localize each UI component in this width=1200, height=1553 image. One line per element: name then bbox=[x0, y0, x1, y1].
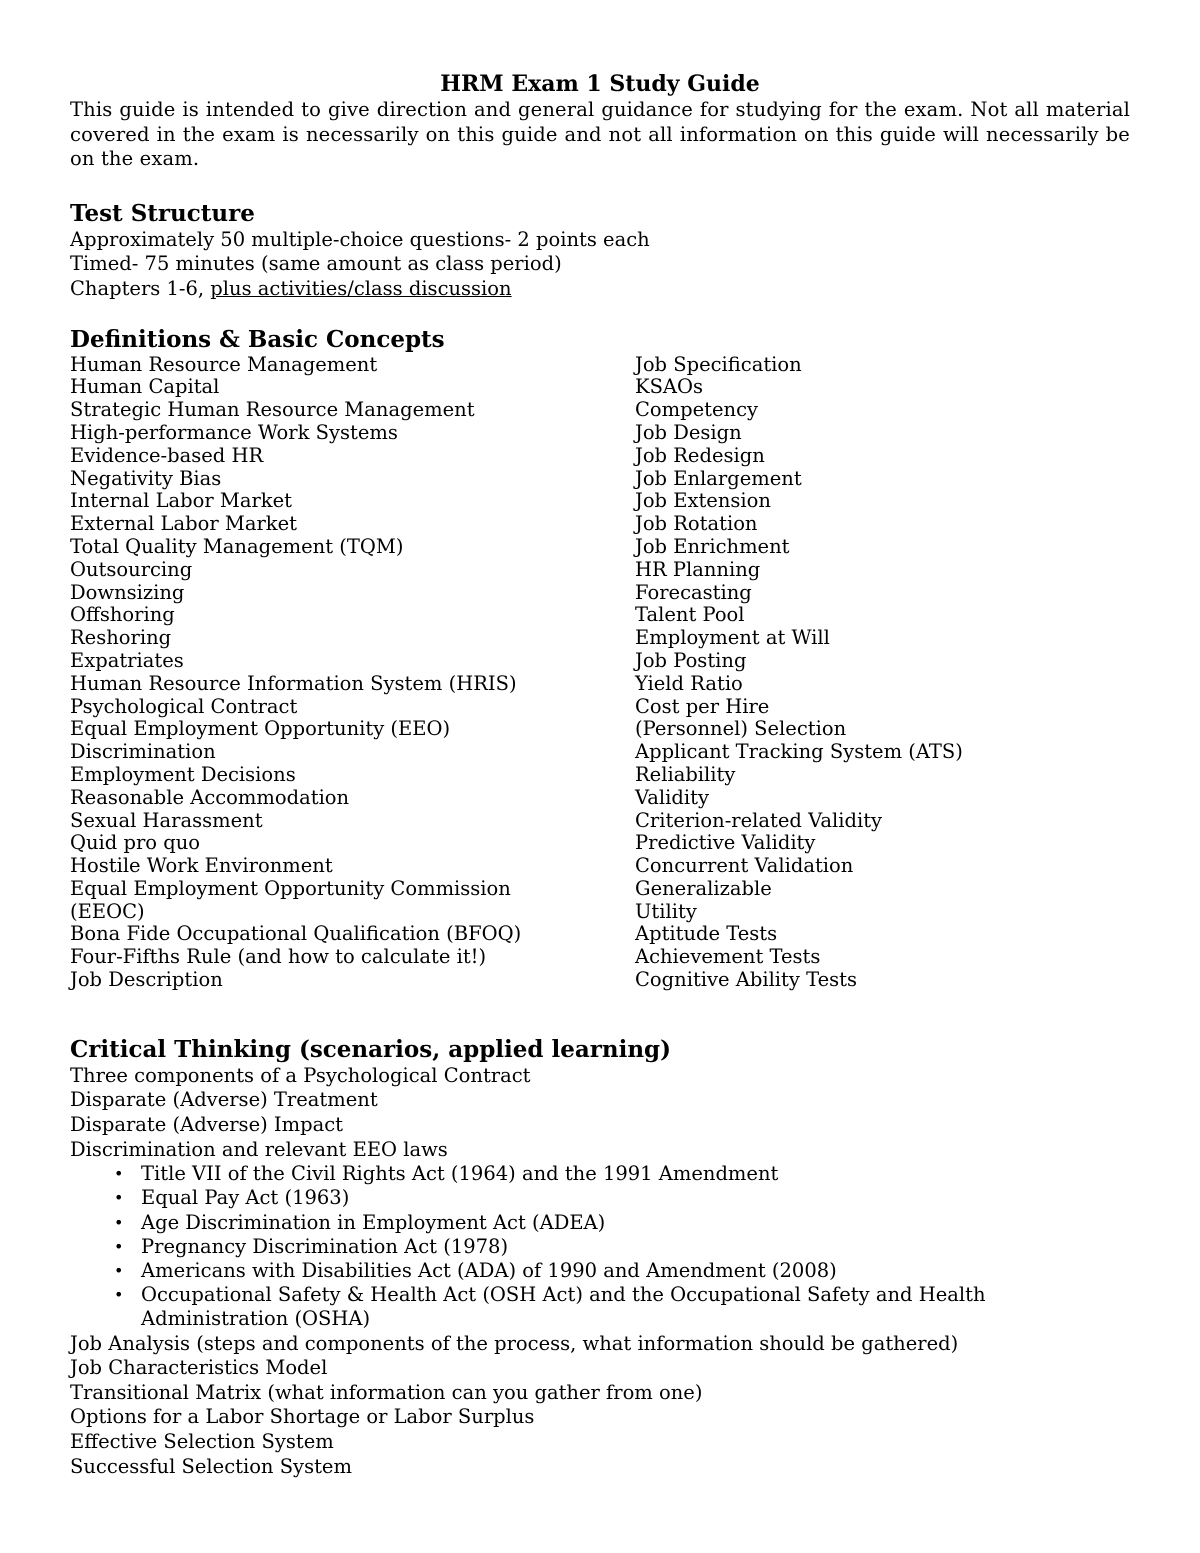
definitions-section bbox=[70, 326, 1130, 992]
definition-term: Job Description bbox=[70, 968, 223, 992]
definition-term: (EEOC) bbox=[70, 899, 145, 923]
eeo-law-item bbox=[70, 1235, 1130, 1259]
critical-thinking-item: Discrimination and relevant EEO laws bbox=[70, 1137, 448, 1161]
definition-term: Negativity Bias bbox=[70, 466, 222, 490]
definition-term: Validity bbox=[635, 785, 709, 809]
critical-thinking-item: Job Characteristics Model bbox=[70, 1356, 328, 1380]
definition-term: Competency bbox=[635, 398, 759, 422]
critical-thinking-item: Disparate (Adverse) Impact bbox=[70, 1113, 343, 1137]
definition-term: Quid pro quo bbox=[70, 831, 200, 855]
critical-thinking-item: Disparate (Adverse) Treatment bbox=[70, 1088, 378, 1112]
definition-term: Achievement Tests bbox=[635, 945, 821, 969]
definition-term: Yield Ratio bbox=[635, 671, 743, 695]
test-structure-section bbox=[70, 200, 1130, 302]
eeo-law-text: Occupational Safety & Health Act (OSH Act) and the Occupational Safety and Health Administration (OSHA) bbox=[141, 1283, 986, 1331]
definitions-right-column bbox=[635, 354, 1130, 992]
definition-term: Strategic Human Resource Management bbox=[70, 398, 475, 422]
definition-term: Equal Employment Opportunity (EEO) bbox=[70, 717, 451, 741]
test-structure-line-timed: Timed- 75 minutes (same amount as class period) bbox=[70, 252, 562, 276]
critical-thinking-item: Job Analysis (steps and components of the process, what information should be gathered) bbox=[70, 1331, 959, 1355]
spacer bbox=[70, 172, 1130, 200]
critical-thinking-items-before bbox=[70, 1064, 1130, 1162]
eeo-law-text: Title VII of the Civil Rights Act (1964) and the 1991 Amendment bbox=[141, 1162, 779, 1186]
definition-term: External Labor Market bbox=[70, 512, 297, 536]
definition-term: Job Enlargement bbox=[635, 466, 802, 490]
definition-term: Job Redesign bbox=[635, 443, 765, 467]
definition-term: Sexual Harassment bbox=[70, 808, 263, 832]
definition-term: Reasonable Accommodation bbox=[70, 785, 350, 809]
definition-term: Reshoring bbox=[70, 626, 172, 650]
bullet-icon: • bbox=[114, 1285, 124, 1305]
definition-term: Reliability bbox=[635, 762, 736, 786]
critical-thinking-heading: Critical Thinking (scenarios, applied learning) bbox=[70, 1035, 672, 1063]
definition-term: (Personnel) Selection bbox=[635, 717, 847, 741]
definition-term: Total Quality Management (TQM) bbox=[70, 534, 404, 558]
eeo-law-text: Age Discrimination in Employment Act (ADEA) bbox=[141, 1210, 606, 1234]
definition-term: Job Rotation bbox=[635, 512, 758, 536]
critical-thinking-item: Transitional Matrix (what information can you gather from one) bbox=[70, 1380, 703, 1404]
eeo-laws-list bbox=[70, 1162, 1130, 1331]
bullet-icon: • bbox=[114, 1164, 124, 1184]
eeo-law-text: Pregnancy Discrimination Act (1978) bbox=[141, 1234, 509, 1258]
definition-term: Job Extension bbox=[635, 489, 771, 513]
definition-term: Four-Fifths Rule (and how to calculate it!) bbox=[70, 945, 487, 969]
definitions-columns bbox=[70, 354, 1130, 992]
eeo-law-item bbox=[70, 1186, 1130, 1210]
bullet-icon: • bbox=[114, 1236, 124, 1256]
definition-term: Generalizable bbox=[635, 876, 772, 900]
study-guide-page bbox=[70, 70, 1130, 1479]
definition-term: Job Design bbox=[635, 420, 742, 444]
definition-term: Outsourcing bbox=[70, 557, 193, 581]
definition-term: Employment Decisions bbox=[70, 762, 296, 786]
eeo-law-item bbox=[70, 1283, 1130, 1331]
definition-term: KSAOs bbox=[635, 375, 704, 399]
eeo-law-text: Americans with Disabilities Act (ADA) of 1990 and Amendment (2008) bbox=[141, 1259, 837, 1283]
definition-term: Equal Employment Opportunity Commission bbox=[70, 876, 511, 900]
definition-term: Expatriates bbox=[70, 648, 184, 672]
eeo-law-item bbox=[70, 1162, 1130, 1186]
spacer bbox=[70, 992, 1130, 1036]
definition-term: Criterion-related Validity bbox=[635, 808, 883, 832]
definition-term: Human Resource Information System (HRIS) bbox=[70, 671, 517, 695]
definitions-left-column bbox=[70, 354, 635, 992]
definition-term: Cognitive Ability Tests bbox=[635, 968, 857, 992]
eeo-law-text: Equal Pay Act (1963) bbox=[141, 1186, 350, 1210]
eeo-law-item bbox=[70, 1259, 1130, 1283]
definition-term: Job Posting bbox=[635, 648, 747, 672]
definition-term: Job Enrichment bbox=[635, 534, 790, 558]
intro-paragraph: This guide is intended to give direction and general guidance for studying for the exam. Not all material covered in the exam is necessarily on this guide and not all information on this guide will necessarily be on the exam. bbox=[70, 98, 1130, 171]
definition-term: Downsizing bbox=[70, 580, 185, 604]
critical-thinking-item: Three components of a Psychological Contract bbox=[70, 1063, 531, 1087]
definition-term: Concurrent Validation bbox=[635, 854, 854, 878]
test-structure-line-chapters bbox=[70, 277, 1130, 302]
critical-thinking-item: Options for a Labor Shortage or Labor Surplus bbox=[70, 1405, 535, 1429]
definition-term: Internal Labor Market bbox=[70, 489, 293, 513]
definition-term: Predictive Validity bbox=[635, 831, 816, 855]
definitions-heading: Definitions & Basic Concepts bbox=[70, 325, 445, 353]
definition-term: Human Resource Management bbox=[70, 352, 378, 376]
definition-term: Utility bbox=[635, 899, 697, 923]
chapters-prefix: Chapters 1-6, bbox=[70, 276, 211, 300]
definition-term: Talent Pool bbox=[635, 603, 745, 627]
spacer bbox=[70, 302, 1130, 326]
definition-term: Human Capital bbox=[70, 375, 220, 399]
definition-term: Psychological Contract bbox=[70, 694, 298, 718]
definition-term: Applicant Tracking System (ATS) bbox=[635, 740, 963, 764]
definition-term: Cost per Hire bbox=[635, 694, 770, 718]
definition-term: Discrimination bbox=[70, 740, 216, 764]
eeo-law-item bbox=[70, 1211, 1130, 1235]
definition-term: Offshoring bbox=[70, 603, 175, 627]
page-title: HRM Exam 1 Study Guide bbox=[440, 71, 760, 97]
definition-term: Employment at Will bbox=[635, 626, 830, 650]
bullet-icon: • bbox=[114, 1212, 124, 1232]
critical-thinking-item: Effective Selection System bbox=[70, 1430, 334, 1454]
bullet-icon: • bbox=[114, 1261, 124, 1281]
test-structure-line-questions: Approximately 50 multiple-choice questions- 2 points each bbox=[70, 227, 650, 251]
critical-thinking-item: Successful Selection System bbox=[70, 1454, 352, 1478]
critical-thinking-section bbox=[70, 1036, 1130, 1479]
definition-term: Aptitude Tests bbox=[635, 922, 778, 946]
definition-term: Hostile Work Environment bbox=[70, 854, 333, 878]
definition-term: Forecasting bbox=[635, 580, 752, 604]
test-structure-heading: Test Structure bbox=[70, 199, 255, 227]
definition-term: Evidence-based HR bbox=[70, 443, 264, 467]
bullet-icon: • bbox=[114, 1188, 124, 1208]
definition-term: Bona Fide Occupational Qualification (BFOQ) bbox=[70, 922, 522, 946]
critical-thinking-items-after bbox=[70, 1332, 1130, 1480]
definition-term: High-performance Work Systems bbox=[70, 420, 398, 444]
definition-term: Job Specification bbox=[635, 352, 802, 376]
definition-term: HR Planning bbox=[635, 557, 761, 581]
chapters-underlined: plus activities/class discussion bbox=[210, 276, 512, 300]
